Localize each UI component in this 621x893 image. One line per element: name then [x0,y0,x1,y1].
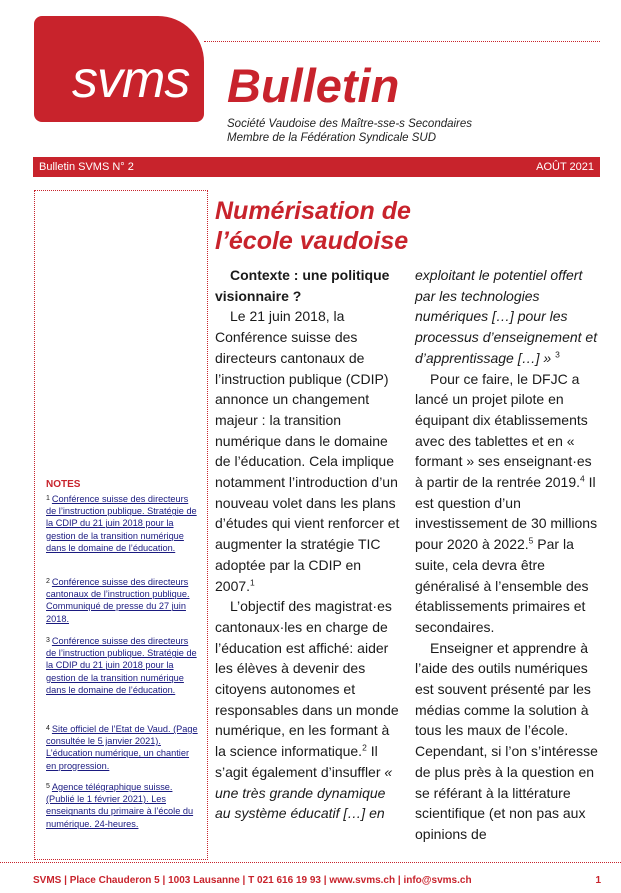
page-number: 1 [595,875,601,886]
notes-sidebar [34,190,208,860]
note-link-3[interactable]: Conférence suisse des directeurs de l’instruction publique. Stratégie de la CDIP du 21 juin 2018 pour la gestion de la transition numérique dans le domaine de l’éducation. [46,636,197,695]
note-5: $^5$ Agence télégraphique suisse. (Publié le 1 février 2021). Les enseignants du primaire à l’école du numérique. 24-heures. [46,782,194,829]
note-link-4[interactable]: Site officiel de l’Etat de Vaud. (Page consultée le 5 janvier 2021). L’éducation numérique, un chantier en progression. [46,724,198,771]
article-column-1 [215,265,401,824]
article-title [215,196,595,256]
top-divider [204,41,600,42]
logo-text: svms [72,51,190,109]
bulletin-title: Bulletin [227,59,400,112]
article-title-line-1: Numérisation de [215,197,411,225]
note-link-5[interactable]: Agence télégraphique suisse. (Publié le 1 février 2021). Les enseignants du primaire à l’école du numérique. 24-heures. [46,782,194,829]
note-2: $^2$ Conférence suisse des directeurs cantonaux de l’instruction publique. Communiqué de presse du 27 juin 2018. [46,577,190,624]
issue-date: AOÛT 2021 [536,161,594,173]
paragraph-3: Pour ce faire, le DFJC a lancé un projet pilote en équipant dix établissements avec des tablettes et en « formant » ses enseignant·es à partir de la rentrée 2019.$^4$ Il est question d’un investissement de 30 millions pour 2020 à 2022.$^5$ Par la suite, cela devra être généralisé à l’ensemble des établissements primaires et secondaires. [415,370,598,635]
note-link-2[interactable]: Conférence suisse des directeurs cantonaux de l’instruction publique. Communiqué de presse du 27 juin 2018. [46,577,190,624]
paragraph-2: L’objectif des magistrat·es cantonaux·les en charge de l’éducation est affiché: aider les élèves à devenir des citoyens autonomes et responsables dans un monde numérique, en les formant à la science informatique.$^2$ Il s’agit également d’insuffler « une très grande dynamique au système éducatif […] en [215,598,399,822]
paragraph-4: Enseigner et apprendre à l’aide des outils numériques est souvent présenté par les médias comme la solution à tous les maux de l’école. Cependant, si l’on s’intéresse de plus près à la question en se référant à la littérature scientifique (et non pas aux opinions de [415,639,598,842]
note-link-1[interactable]: Conférence suisse des directeurs de l’instruction publique. Stratégie de la CDIP du 21 juin 2018 pour la gestion de la transition numérique dans le domaine de l’éducation. [46,494,197,553]
notes-heading: NOTES [46,479,81,490]
article-subheading: Contexte : une politique visionnaire ? [215,267,390,304]
footer-divider [0,862,621,863]
quote-continuation: exploitant le potentiel offert par les technologies numériques […] pour les processus d’enseignement et d’apprentissage […] » $^3$ [415,267,598,366]
footer-address: SVMS | Place Chauderon 5 | 1003 Lausanne | T 021 616 19 93 | www.svms.ch | info@svms.ch [33,875,472,886]
article-title-line-2: l’école vaudoise [215,227,409,255]
issue-band [33,157,600,177]
svms-logo [34,16,204,122]
note-1: $^1$ Conférence suisse des directeurs de l’instruction publique. Stratégie de la CDIP du 21 juin 2018 pour la gestion de la transition numérique dans le domaine de l’éducation. [46,494,197,553]
org-membership: Membre de la Fédération Syndicale SUD [227,132,437,144]
article-column-2 [415,265,601,845]
paragraph-1: Le 21 juin 2018, la Conférence suisse des directeurs cantonaux de l’instruction publique (CDIP) annonce un changement majeur : la transition numérique dans le domaine de l’éducation. Cela implique notamment l’introduction d’un nouveau volet dans les plans d’études qui vient renforcer et augmenter la stratégie TIC adoptée par la CDIP en 2007.$^1$ [215,308,400,594]
issue-number: Bulletin SVMS N° 2 [39,161,134,173]
note-3: $^3$ Conférence suisse des directeurs de l’instruction publique. Stratégie de la CDIP du 21 juin 2018 pour la gestion de la transition numérique dans le domaine de l’éducation. [46,636,197,695]
note-4: $^4$ Site officiel de l’Etat de Vaud. (Page consultée le 5 janvier 2021). L’éducation numérique, un chantier en progression. [46,724,198,771]
org-name: Société Vaudoise des Maître-sse-s Secondaires [227,118,473,130]
